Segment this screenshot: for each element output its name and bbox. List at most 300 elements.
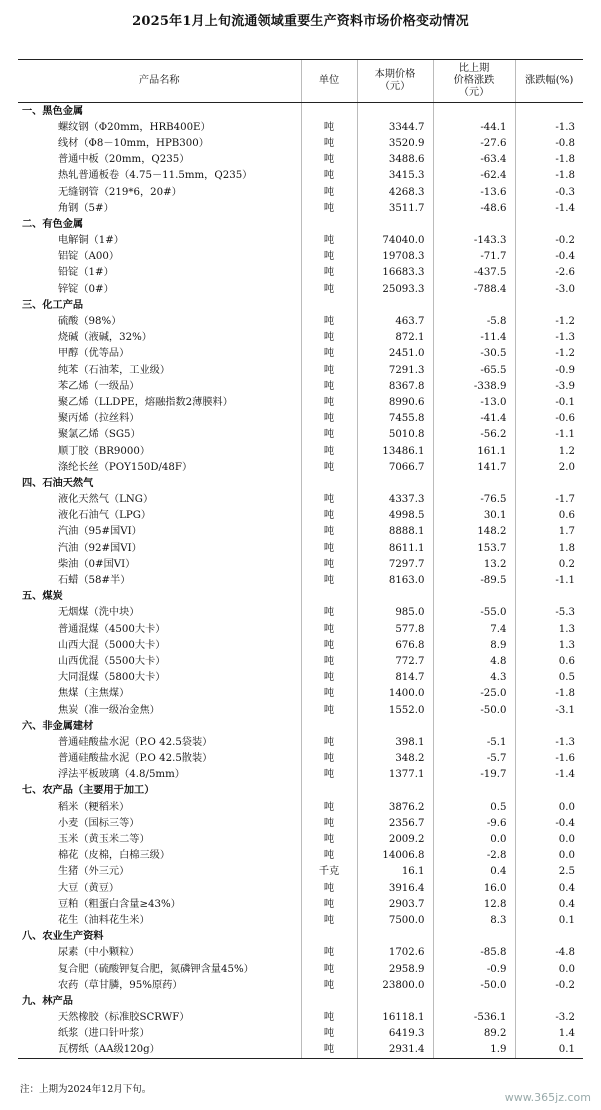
- change-pct: 1.8: [515, 540, 583, 556]
- category-row: [18, 929, 583, 945]
- current-price: 2903.7: [357, 896, 433, 912]
- empty-cell: [357, 783, 433, 799]
- price-change: -0.9: [433, 961, 515, 977]
- category-row: [18, 297, 583, 313]
- table-row: [18, 864, 583, 880]
- change-pct: -0.2: [515, 233, 583, 249]
- current-price: 3520.9: [357, 135, 433, 151]
- empty-cell: [301, 718, 357, 734]
- product-name: 天然橡胶（标准胶SCRWF）: [58, 1012, 190, 1024]
- price-change: 7.4: [433, 621, 515, 637]
- table-row: [18, 831, 583, 847]
- unit: 吨: [301, 394, 357, 410]
- price-change: -2.8: [433, 848, 515, 864]
- category-label: 五、煤炭: [22, 590, 63, 603]
- unit: 吨: [301, 443, 357, 459]
- category-row: [18, 783, 583, 799]
- table-row: [18, 313, 583, 329]
- table-row: [18, 815, 583, 831]
- product-name: 苯乙烯（一级品）: [58, 380, 140, 392]
- unit: 吨: [301, 605, 357, 621]
- change-pct: -5.3: [515, 605, 583, 621]
- table-row: [18, 233, 583, 249]
- product-name: 普通混煤（4500大卡）: [58, 623, 166, 635]
- price-change: -11.4: [433, 330, 515, 346]
- current-price: 985.0: [357, 605, 433, 621]
- current-price: 23800.0: [357, 977, 433, 993]
- price-change: -56.2: [433, 427, 515, 443]
- current-price: 8888.1: [357, 524, 433, 540]
- category-row: [18, 718, 583, 734]
- unit: 吨: [301, 427, 357, 443]
- change-pct: 0.0: [515, 799, 583, 815]
- category-row: [18, 589, 583, 605]
- product-name: 铝锭（A00）: [58, 251, 120, 263]
- empty-cell: [515, 475, 583, 491]
- empty-cell: [301, 783, 357, 799]
- change-pct: 0.4: [515, 880, 583, 896]
- current-price: 3916.4: [357, 880, 433, 896]
- empty-cell: [433, 216, 515, 232]
- price-change: -437.5: [433, 265, 515, 281]
- table-row: [18, 945, 583, 961]
- product-name: 锌锭（0#）: [58, 283, 114, 295]
- current-price: 577.8: [357, 621, 433, 637]
- current-price: 7455.8: [357, 411, 433, 427]
- empty-cell: [301, 929, 357, 945]
- change-pct: -2.6: [515, 265, 583, 281]
- product-name: 石蜡（58#半）: [58, 575, 131, 587]
- price-change: -13.0: [433, 394, 515, 410]
- current-price: 348.2: [357, 751, 433, 767]
- empty-cell: [515, 103, 583, 120]
- product-name: 焦煤（主焦煤）: [58, 688, 130, 700]
- price-change: -48.6: [433, 200, 515, 216]
- unit: 吨: [301, 152, 357, 168]
- current-price: 7297.7: [357, 556, 433, 572]
- change-pct: -1.8: [515, 168, 583, 184]
- table-row: [18, 330, 583, 346]
- price-change: 16.0: [433, 880, 515, 896]
- table-body: [18, 103, 583, 1059]
- price-change: 0.4: [433, 864, 515, 880]
- price-change: 12.8: [433, 896, 515, 912]
- category-label: 六、非金属建材: [22, 719, 94, 732]
- product-name: 普通中板（20mm，Q235）: [58, 154, 190, 166]
- current-price: 5010.8: [357, 427, 433, 443]
- product-name: 螺纹钢（Φ20mm，HRB400E）: [58, 121, 211, 133]
- current-price: 814.7: [357, 670, 433, 686]
- table-row: [18, 734, 583, 750]
- current-price: 8367.8: [357, 378, 433, 394]
- unit: 吨: [301, 346, 357, 362]
- price-change: -71.7: [433, 249, 515, 265]
- unit: 吨: [301, 831, 357, 847]
- change-pct: -0.2: [515, 977, 583, 993]
- header-name: 产品名称: [18, 60, 301, 103]
- product-name: 小麦（国标三等）: [58, 817, 140, 829]
- change-pct: -1.2: [515, 313, 583, 329]
- empty-cell: [357, 297, 433, 313]
- empty-cell: [433, 718, 515, 734]
- change-pct: -0.8: [515, 135, 583, 151]
- empty-cell: [357, 103, 433, 120]
- table-row: [18, 653, 583, 669]
- unit: 吨: [301, 686, 357, 702]
- change-pct: 0.1: [515, 912, 583, 928]
- current-price: 16683.3: [357, 265, 433, 281]
- table-row: [18, 572, 583, 588]
- price-change: 4.3: [433, 670, 515, 686]
- footnote: 注：上期为2024年12月下旬。: [20, 1084, 152, 1095]
- price-change: -338.9: [433, 378, 515, 394]
- table-row: [18, 427, 583, 443]
- current-price: 3876.2: [357, 799, 433, 815]
- table-row: [18, 621, 583, 637]
- unit: 吨: [301, 249, 357, 265]
- product-name: 玉米（黄玉米二等）: [58, 834, 150, 846]
- current-price: 2958.9: [357, 961, 433, 977]
- table-row: [18, 848, 583, 864]
- unit: 吨: [301, 135, 357, 151]
- product-name: 花生（油料花生米）: [58, 914, 150, 926]
- table-row: [18, 961, 583, 977]
- price-change: -5.7: [433, 751, 515, 767]
- current-price: 7500.0: [357, 912, 433, 928]
- table-row: [18, 977, 583, 993]
- current-price: 8611.1: [357, 540, 433, 556]
- price-change: -5.1: [433, 734, 515, 750]
- empty-cell: [515, 297, 583, 313]
- unit: 吨: [301, 621, 357, 637]
- product-name: 顺丁胶（BR9000）: [58, 445, 151, 457]
- table-row: [18, 168, 583, 184]
- table-row: [18, 1026, 583, 1042]
- product-name: 复合肥（硫酸钾复合肥，氮磷钾含量45%）: [58, 963, 254, 975]
- unit: 吨: [301, 896, 357, 912]
- current-price: 676.8: [357, 637, 433, 653]
- table-row: [18, 751, 583, 767]
- category-label: 一、黑色金属: [22, 104, 84, 117]
- table-row: [18, 443, 583, 459]
- unit: 吨: [301, 492, 357, 508]
- price-change: -50.0: [433, 977, 515, 993]
- empty-cell: [433, 993, 515, 1009]
- change-pct: 1.3: [515, 621, 583, 637]
- change-pct: -0.4: [515, 815, 583, 831]
- product-name: 农药（草甘膦，95%原药）: [58, 979, 183, 991]
- table-row: [18, 394, 583, 410]
- empty-cell: [301, 993, 357, 1009]
- change-pct: 0.6: [515, 508, 583, 524]
- current-price: 2451.0: [357, 346, 433, 362]
- change-pct: -1.4: [515, 200, 583, 216]
- unit: 吨: [301, 670, 357, 686]
- unit: 吨: [301, 702, 357, 718]
- table-row: [18, 135, 583, 151]
- product-name: 线材（Φ8－10mm，HPB300）: [58, 137, 209, 149]
- product-name: 无烟煤（洗中块）: [58, 607, 140, 619]
- table-row: [18, 281, 583, 297]
- price-change: 13.2: [433, 556, 515, 572]
- empty-cell: [357, 993, 433, 1009]
- empty-cell: [301, 297, 357, 313]
- table-row: [18, 249, 583, 265]
- unit: 吨: [301, 912, 357, 928]
- product-name: 尿素（中小颗粒）: [58, 947, 140, 959]
- price-change: -9.6: [433, 815, 515, 831]
- change-pct: 0.5: [515, 670, 583, 686]
- price-change: -89.5: [433, 572, 515, 588]
- price-change: 141.7: [433, 459, 515, 475]
- empty-cell: [433, 783, 515, 799]
- unit: 吨: [301, 411, 357, 427]
- current-price: 2931.4: [357, 1042, 433, 1059]
- current-price: 4268.3: [357, 184, 433, 200]
- table-row: [18, 686, 583, 702]
- unit: 吨: [301, 378, 357, 394]
- empty-cell: [301, 103, 357, 120]
- unit: 吨: [301, 200, 357, 216]
- product-name: 聚丙烯（拉丝料）: [58, 413, 140, 425]
- price-change: -62.4: [433, 168, 515, 184]
- unit: 吨: [301, 459, 357, 475]
- change-pct: -1.3: [515, 330, 583, 346]
- change-pct: 0.6: [515, 653, 583, 669]
- unit: 吨: [301, 751, 357, 767]
- header-change: 比上期 价格涨跌 （元）: [433, 60, 515, 103]
- current-price: 398.1: [357, 734, 433, 750]
- change-pct: 1.7: [515, 524, 583, 540]
- product-name: 大豆（黄豆）: [58, 882, 120, 894]
- header-unit: 单位: [301, 60, 357, 103]
- price-change: -788.4: [433, 281, 515, 297]
- product-name: 大同混煤（5800大卡）: [58, 672, 166, 684]
- product-name: 山西优混（5500大卡）: [58, 655, 166, 667]
- change-pct: -3.1: [515, 702, 583, 718]
- price-change: 148.2: [433, 524, 515, 540]
- change-pct: -0.6: [515, 411, 583, 427]
- product-name: 柴油（0#国VI）: [58, 558, 136, 570]
- table-row: [18, 1010, 583, 1026]
- price-change: 8.3: [433, 912, 515, 928]
- change-pct: -1.1: [515, 427, 583, 443]
- change-pct: 1.3: [515, 637, 583, 653]
- product-name: 汽油（95#国VI）: [58, 526, 142, 538]
- price-change: -41.4: [433, 411, 515, 427]
- product-name: 角钢（5#）: [58, 202, 114, 214]
- current-price: 7066.7: [357, 459, 433, 475]
- page-title: 2025年1月上旬流通领域重要生产资料市场价格变动情况: [132, 14, 469, 29]
- category-label: 四、石油天然气: [22, 476, 94, 489]
- change-pct: -1.8: [515, 152, 583, 168]
- category-row: [18, 993, 583, 1009]
- table-row: [18, 702, 583, 718]
- product-name: 普通硅酸盐水泥（P.O 42.5袋装）: [58, 736, 213, 748]
- table-row: [18, 184, 583, 200]
- unit: 吨: [301, 734, 357, 750]
- product-name: 普通硅酸盐水泥（P.O 42.5散装）: [58, 753, 213, 765]
- table-header: [18, 60, 583, 103]
- product-name: 稻米（粳稻米）: [58, 801, 130, 813]
- change-pct: -1.3: [515, 734, 583, 750]
- empty-cell: [515, 718, 583, 734]
- change-pct: 0.0: [515, 848, 583, 864]
- current-price: 3488.6: [357, 152, 433, 168]
- empty-cell: [357, 216, 433, 232]
- price-change: -25.0: [433, 686, 515, 702]
- product-name: 烧碱（液碱，32%）: [58, 332, 152, 344]
- current-price: 772.7: [357, 653, 433, 669]
- empty-cell: [357, 475, 433, 491]
- price-change: 0.0: [433, 831, 515, 847]
- current-price: 4337.3: [357, 492, 433, 508]
- current-price: 463.7: [357, 313, 433, 329]
- watermark: www.365jz.com: [504, 1091, 591, 1104]
- product-name: 纸浆（进口针叶浆）: [58, 1028, 150, 1040]
- table-row: [18, 378, 583, 394]
- current-price: 1702.6: [357, 945, 433, 961]
- product-name: 汽油（92#国VI）: [58, 542, 142, 554]
- empty-cell: [433, 297, 515, 313]
- unit: 吨: [301, 653, 357, 669]
- unit: 吨: [301, 572, 357, 588]
- price-change: -63.4: [433, 152, 515, 168]
- unit: 吨: [301, 233, 357, 249]
- product-name: 瓦楞纸（AA级120g）: [18, 1042, 301, 1059]
- empty-cell: [515, 993, 583, 1009]
- price-change: 161.1: [433, 443, 515, 459]
- current-price: 3415.3: [357, 168, 433, 184]
- unit: 吨: [301, 637, 357, 653]
- unit: 吨: [301, 848, 357, 864]
- empty-cell: [515, 929, 583, 945]
- unit: 吨: [301, 184, 357, 200]
- empty-cell: [433, 475, 515, 491]
- unit: 吨: [301, 119, 357, 135]
- price-change: -44.1: [433, 119, 515, 135]
- price-change: -30.5: [433, 346, 515, 362]
- price-change: -65.5: [433, 362, 515, 378]
- change-pct: -3.0: [515, 281, 583, 297]
- empty-cell: [301, 589, 357, 605]
- change-pct: -1.3: [515, 119, 583, 135]
- unit: 吨: [301, 977, 357, 993]
- unit: 吨: [301, 961, 357, 977]
- current-price: 4998.5: [357, 508, 433, 524]
- price-change: 8.9: [433, 637, 515, 653]
- table-row: [18, 767, 583, 783]
- empty-cell: [357, 589, 433, 605]
- change-pct: 2.5: [515, 864, 583, 880]
- change-pct: -1.8: [515, 686, 583, 702]
- empty-cell: [515, 783, 583, 799]
- unit: 吨: [301, 1042, 357, 1059]
- price-change: 89.2: [433, 1026, 515, 1042]
- price-change: -76.5: [433, 492, 515, 508]
- current-price: 1400.0: [357, 686, 433, 702]
- unit: 吨: [301, 880, 357, 896]
- unit: 吨: [301, 799, 357, 815]
- price-change: -50.0: [433, 702, 515, 718]
- table-row: [18, 896, 583, 912]
- category-row: [18, 475, 583, 491]
- table-row: [18, 880, 583, 896]
- unit: 吨: [301, 1026, 357, 1042]
- unit: 吨: [301, 540, 357, 556]
- price-change: -27.6: [433, 135, 515, 151]
- table-row: [18, 265, 583, 281]
- product-name: 棉花（皮棉，白棉三级）: [58, 850, 171, 862]
- price-change: -536.1: [433, 1010, 515, 1026]
- unit: 吨: [301, 945, 357, 961]
- current-price: 16118.1: [357, 1010, 433, 1026]
- product-name: 无缝钢管（219*6，20#）: [58, 186, 182, 198]
- table-row: [18, 1042, 583, 1059]
- change-pct: -1.1: [515, 572, 583, 588]
- change-pct: 1.4: [515, 1026, 583, 1042]
- unit: 吨: [301, 330, 357, 346]
- product-name: 聚乙烯（LLDPE，熔融指数2薄膜料）: [58, 396, 233, 408]
- change-pct: -0.4: [515, 249, 583, 265]
- empty-cell: [357, 929, 433, 945]
- product-name: 聚氯乙烯（SG5）: [58, 429, 141, 441]
- header-pct: 涨跌幅(%): [515, 60, 583, 103]
- current-price: 74040.0: [357, 233, 433, 249]
- change-pct: -1.7: [515, 492, 583, 508]
- table-row: [18, 524, 583, 540]
- product-name: 热轧普通板卷（4.75－11.5mm，Q235）: [58, 170, 253, 182]
- unit: 吨: [301, 767, 357, 783]
- header-price: 本期价格 （元）: [357, 60, 433, 103]
- current-price: 7291.3: [357, 362, 433, 378]
- unit: 吨: [301, 313, 357, 329]
- table-row: [18, 152, 583, 168]
- price-change: -13.6: [433, 184, 515, 200]
- current-price: 16.1: [357, 864, 433, 880]
- table-row: [18, 556, 583, 572]
- current-price: 1377.1: [357, 767, 433, 783]
- current-price: 2356.7: [357, 815, 433, 831]
- category-label: 七、农产品（主要用于加工）: [22, 784, 155, 797]
- table-row: [18, 508, 583, 524]
- category-label: 三、化工产品: [22, 298, 84, 311]
- change-pct: 0.4: [515, 896, 583, 912]
- table-row: [18, 200, 583, 216]
- product-name: 铅锭（1#）: [58, 267, 114, 279]
- price-change: 0.5: [433, 799, 515, 815]
- unit: 吨: [301, 281, 357, 297]
- empty-cell: [433, 929, 515, 945]
- change-pct: 0.2: [515, 556, 583, 572]
- unit: 吨: [301, 508, 357, 524]
- table-row: [18, 346, 583, 362]
- current-price: 8990.6: [357, 394, 433, 410]
- empty-cell: [357, 718, 433, 734]
- empty-cell: [433, 103, 515, 120]
- price-change: -5.8: [433, 313, 515, 329]
- product-name: 液化天然气（LNG）: [58, 494, 154, 506]
- empty-cell: [515, 216, 583, 232]
- unit: 吨: [301, 168, 357, 184]
- product-name: 硫酸（98%）: [58, 316, 122, 328]
- category-label: 二、有色金属: [22, 217, 84, 230]
- current-price: 13486.1: [357, 443, 433, 459]
- product-name: 甲醇（优等品）: [58, 348, 130, 360]
- table-row: [18, 799, 583, 815]
- change-pct: -0.9: [515, 362, 583, 378]
- change-pct: -0.3: [515, 184, 583, 200]
